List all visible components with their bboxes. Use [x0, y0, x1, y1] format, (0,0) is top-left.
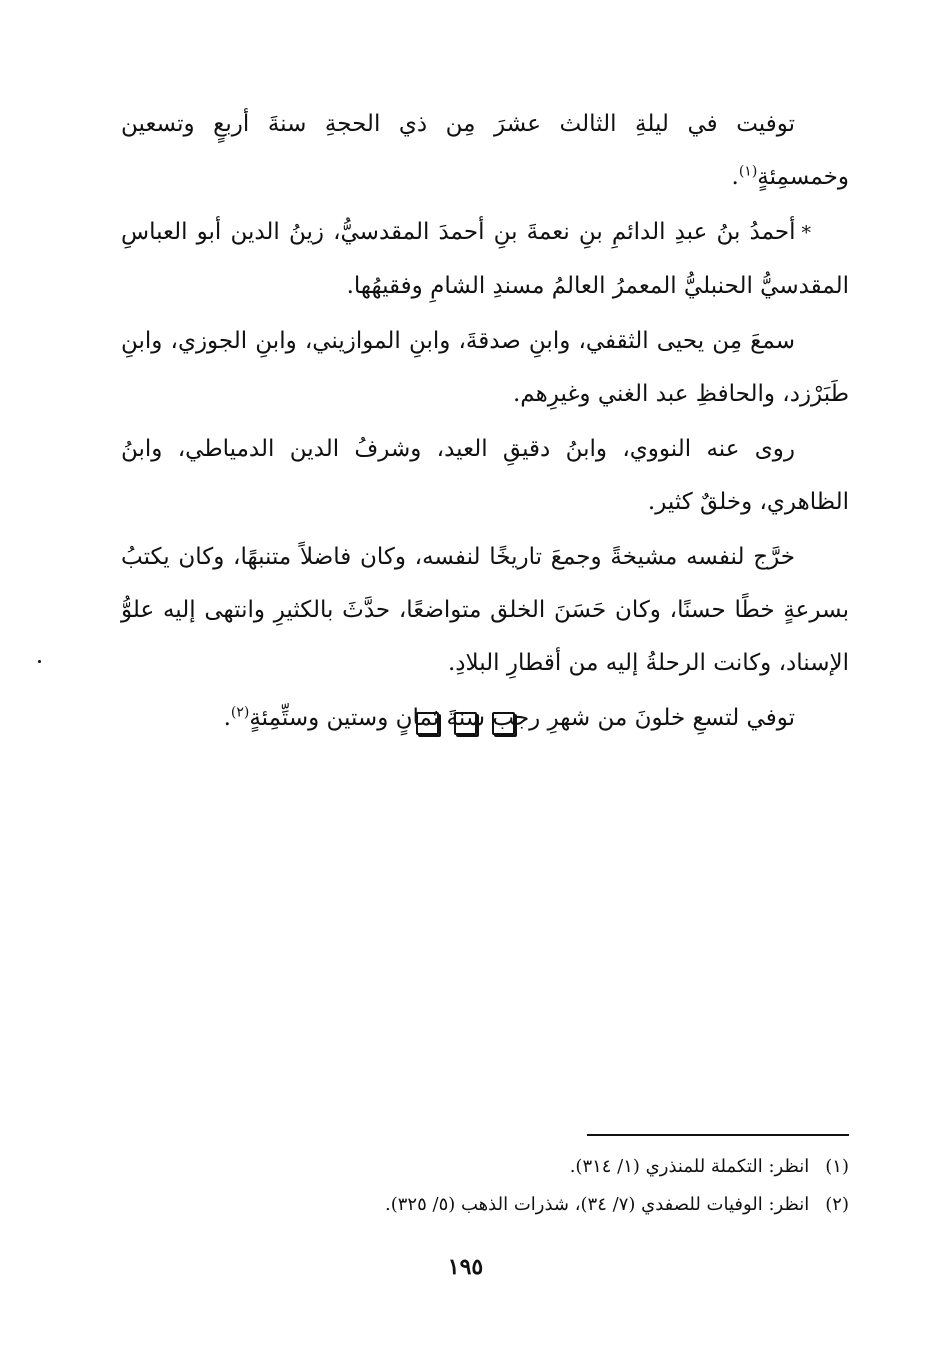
paragraph-death-note — [121, 98, 849, 204]
box-ornament-icon — [454, 712, 477, 735]
paragraph-text: خرَّج لنفسه مشيخةً وجمعَ تاريخًا لنفسه، وكان فاضلاً متنبهًا، وكان يكتبُ بسرعةٍ خطًا حسنًا، وكان حَسَنَ الخلق متواضعًا، حدَّثَ بالكثيرِ وانتهى إليه علوُّ الإسناد، وكانت الرحلةُ إليه من أقطارِ البلادِ. — [121, 544, 849, 676]
paragraph-end: . — [223, 705, 231, 731]
footnotes — [121, 1148, 849, 1224]
footnote-number: (١) — [825, 1156, 849, 1177]
footnote-2 — [121, 1186, 849, 1224]
paragraph-text: روى عنه النووي، وابنُ دقيقِ العيد، وشرفُ الدين الدمياطي، وابنُ الظاهري، وخلقٌ كثير. — [121, 436, 849, 515]
box-ornament-icon — [416, 712, 439, 735]
paragraph-text: سمعَ مِن يحيى الثقفي، وابنِ صدقةَ، وابنِ الموازيني، وابنِ الجوزي، وابنِ طَبَرْزد، والحافظِ عبد الغني وغيرِهم. — [121, 328, 849, 407]
paragraph-end: . — [731, 164, 739, 190]
stray-dot — [38, 660, 41, 663]
paragraph-biography-heading — [121, 206, 849, 313]
box-ornament-icon — [492, 712, 515, 735]
footnote-text: انظر: الوفيات للصفدي (٧/ ٣٤)، شذرات الذهب (٥/ ٣٢٥). — [385, 1194, 810, 1215]
paragraph-students — [121, 423, 849, 529]
footnote-1 — [121, 1148, 849, 1186]
footnote-divider — [587, 1134, 849, 1136]
section-separator — [0, 712, 931, 739]
footnote-text: انظر: التكملة للمنذري (١/ ٣١٤). — [569, 1156, 810, 1177]
footnote-reference-2[interactable]: (٢) — [230, 704, 250, 721]
paragraph-text: أحمدُ بنُ عبدِ الدائمِ بنِ نعمةَ بنِ أحمدَ المقدسيُّ، زينُ الدين أبو العباسِ المقدسيُّ الحنبليُّ المعمرُ العالمُ مسندِ الشامِ وفقيهُها. — [121, 219, 849, 299]
paragraph-works — [121, 531, 849, 690]
star-marker-icon: * — [801, 222, 811, 244]
footnote-reference-1[interactable]: (١) — [738, 163, 758, 180]
paragraph-text: توفي لتسعِ خلونَ من شهرِ رجب سنةَ ثمانٍ وستين وستِّمِئةٍ — [249, 705, 795, 731]
paragraph-text: توفيت في ليلةِ الثالث عشرَ مِن ذي الحجةِ سنةَ أربعٍ وتسعين وخمسمِئةٍ — [121, 111, 849, 190]
footnote-number: (٢) — [825, 1194, 849, 1215]
paragraph-teachers — [121, 315, 849, 421]
main-text — [121, 98, 849, 747]
page-number: ١٩٥ — [447, 1254, 484, 1280]
